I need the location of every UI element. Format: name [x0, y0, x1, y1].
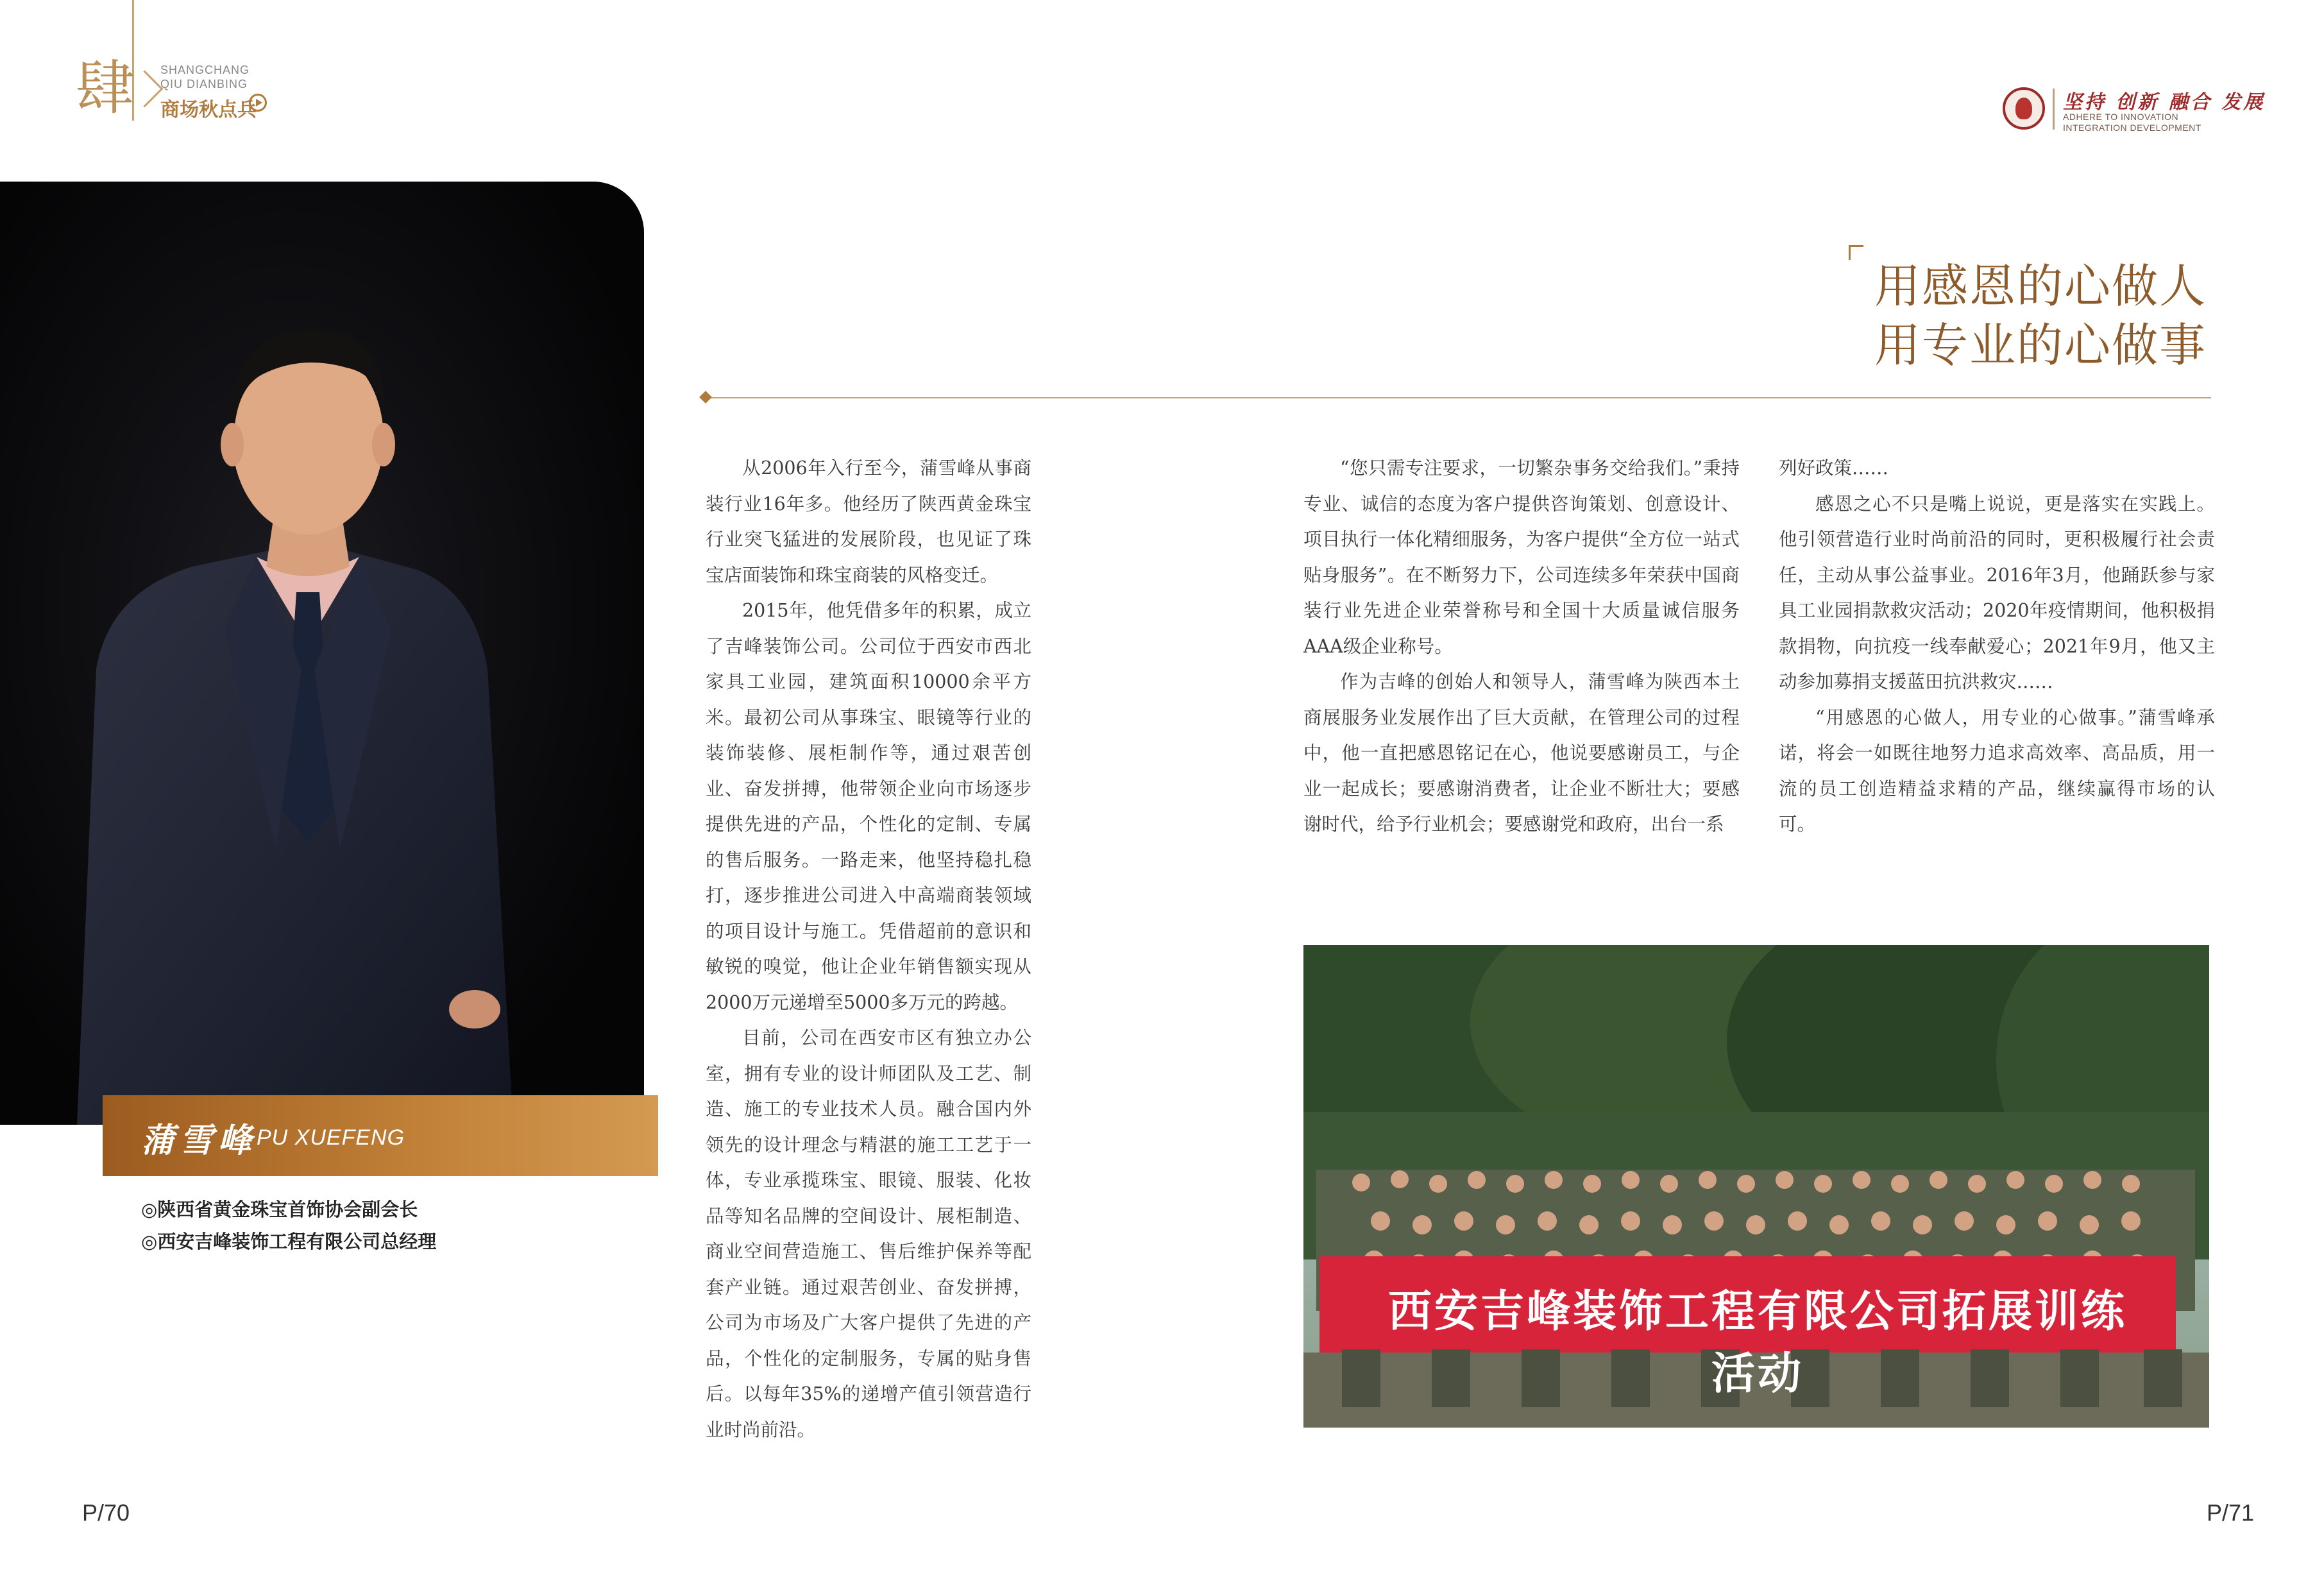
headline-rule [707, 397, 2211, 398]
headline-line-2: 用专业的心做事 [1874, 318, 2207, 372]
paragraph: 2015年，他凭借多年的积累，成立了吉峰装饰公司。公司位于西安市西北家具工业园，建筑面积10000余平方米。最初公司从事珠宝、眼镜等行业的装饰装修、展柜制作等，通过艰苦创业、奋发拼搏，他带领企业向市场逐步提供先进的产品，个性化的定制、专属的售后服务。一路走来，他坚持稳扎稳打，逐步推进公司进入中高端商装领域的项目设计与施工。凭借超前的意识和敏锐的嗅觉，他让企业年销售额实现从2000万元递增至5000多万元的跨越。 [706, 600, 1031, 1013]
section-number-char: 肆 [76, 54, 135, 123]
person-name-english: PU XUEFENG [257, 1125, 405, 1150]
paragraph: 作为吉峰的创始人和领导人，蒲雪峰为陕西本土商展服务业发展作出了巨大贡献，在管理公司的过程中，他一直把感恩铭记在心，他说要感谢员工，与企业一起成长；要感谢消费者，让企业不断壮大；要感谢时代，给予行业机会；要感谢党和政府，出台一系 [1303, 671, 1740, 835]
person-title-1: ◎陕西省黄金珠宝首饰协会副会长 [141, 1199, 418, 1220]
headline-line-1: 用感恩的心做人 [1874, 259, 2207, 313]
section-en-line2: QIU DIANBING [160, 78, 248, 90]
portrait-photo [0, 182, 644, 1125]
rule-diamond-icon [699, 391, 712, 404]
logo-divider [2053, 89, 2055, 130]
page-number-left: P/70 [82, 1499, 130, 1526]
company-motto: 坚持 创新 融合 发展 [2063, 91, 2266, 114]
person-titles [141, 1193, 436, 1258]
page-number-right: P/71 [2207, 1499, 2255, 1526]
person-name-chinese: 蒲雪峰 [141, 1121, 257, 1160]
company-logo-icon [2003, 87, 2045, 130]
section-en-line1: SHANGCHANG [160, 64, 250, 76]
play-circle-icon [249, 94, 267, 112]
headline-corner-mark [1849, 245, 1863, 260]
article-column-2 [1303, 450, 1740, 842]
motto-en-line2: INTEGRATION DEVELOPMENT [2063, 123, 2201, 133]
section-name-chinese: 商场秋点兵 [160, 99, 257, 121]
paragraph-continuation: 列好政策…… [1779, 457, 1889, 479]
paragraph: “您只需专注要求，一切繁杂事务交给我们。”秉持专业、诚信的态度为客户提供咨询策划、创意设计、项目执行一体化精细服务，为客户提供“全方位一站式贴身服务”。在不断努力下，公司连续多年荣获中国商装行业先进企业荣誉称号和全国十大质量诚信服务AAA级企业称号。 [1303, 457, 1740, 657]
person-title-2: ◎西安吉峰装饰工程有限公司总经理 [141, 1231, 437, 1252]
article-column-1 [706, 450, 1031, 1447]
company-motto-english [2063, 112, 2201, 133]
section-name-english [160, 63, 250, 91]
paragraph: 目前，公司在西安市区有独立办公室，拥有专业的设计师团队及工艺、制造、施工的专业技术人员。融合国内外领先的设计理念与精湛的施工工艺于一体，专业承揽珠宝、眼镜、服装、化妆品等知名品牌的空间设计、展柜制造、商业空间营造施工、售后维护保养等配套产业链。通过艰苦创业、奋发拼搏，公司为市场及广大客户提供了先进的产品，个性化的定制服务，专属的贴身售后。以每年35%的递增产值引领营造行业时尚前沿。 [706, 1027, 1031, 1440]
motto-en-line1: ADHERE TO INNOVATION [2063, 112, 2179, 122]
article-headline [1873, 257, 2207, 375]
paragraph: 感恩之心不只是嘴上说说，更是落实在实践上。他引领营造行业时尚前沿的同时，更积极履行社会责任，主动从事公益事业。2016年3月，他踊跃参与家具工业园捐款救灾活动；2020年疫情期间，他积极捐款捐物，向抗疫一线奉献爱心；2021年9月，他又主动参加募捐支援蓝田抗洪救灾…… [1779, 493, 2215, 692]
article-column-3 [1779, 450, 2215, 842]
paragraph: 从2006年入行至今，蒲雪峰从事商装行业16年多。他经历了陕西黄金珠宝行业突飞猛进的发展阶段，也见证了珠宝店面装饰和珠宝商装的风格变迁。 [706, 457, 1031, 586]
banner-text: 西安吉峰装饰工程有限公司拓展训练活动 [1387, 1286, 2127, 1399]
paragraph: “用感恩的心做人，用专业的心做事。”蒲雪峰承诺，将会一如既往地努力追求高效率、高品质，用一流的员工创造精益求精的产品，继续赢得市场的认可。 [1779, 706, 2215, 835]
